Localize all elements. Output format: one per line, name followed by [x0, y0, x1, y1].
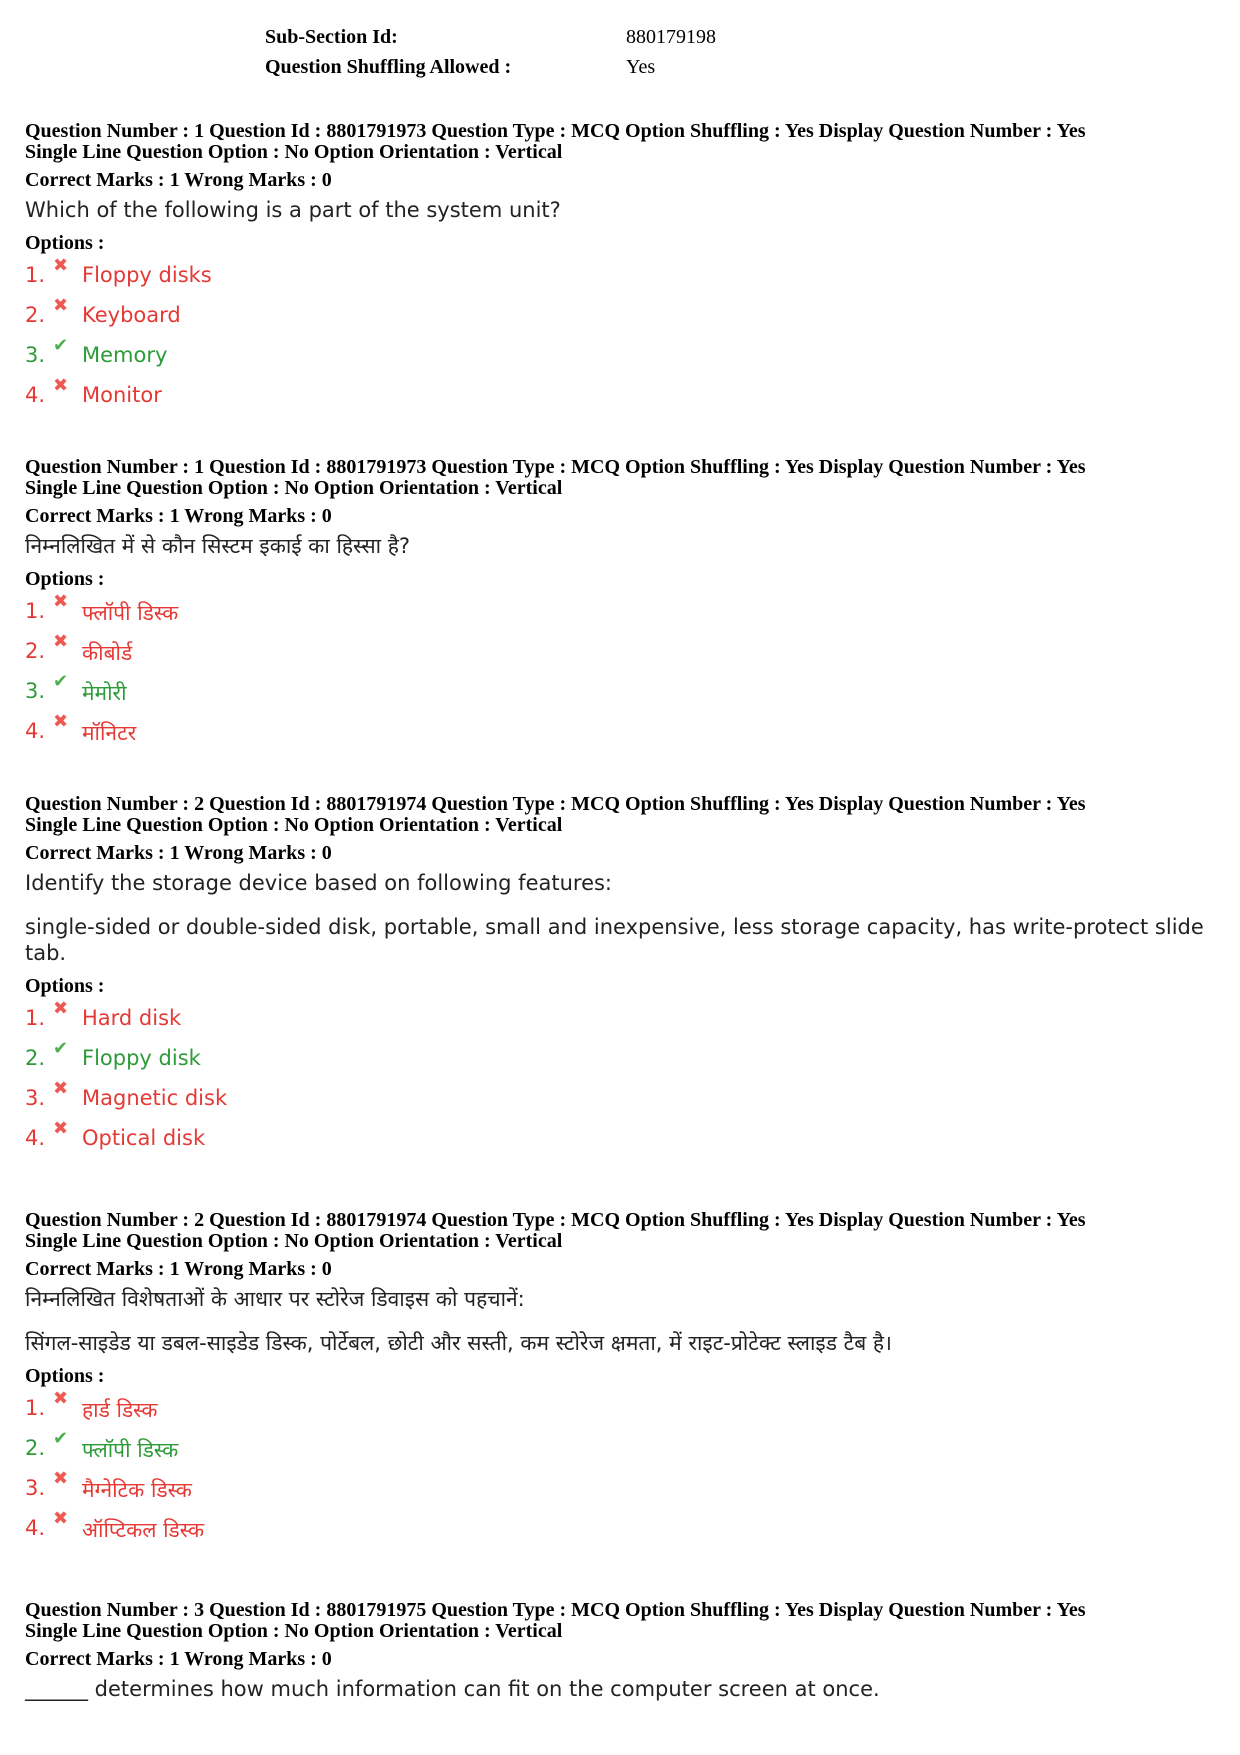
- cross-icon: ✖: [53, 1508, 69, 1529]
- option-text: Floppy disk: [82, 1046, 201, 1070]
- check-icon: ✔: [53, 335, 69, 356]
- option-number: 1.: [25, 599, 46, 623]
- question-marks: Correct Marks : 1 Wrong Marks : 0: [25, 842, 332, 864]
- shuffle-value: Yes: [626, 56, 656, 78]
- options-label: Options :: [25, 1365, 105, 1387]
- question-header: Question Number : 3 Question Id : 8801791975 Question Type : MCQ Option Shuffling : Yes Display Question Number : Yes: [25, 1599, 1086, 1621]
- option-text: फ्लॉपी डिस्क: [82, 1438, 179, 1462]
- cross-icon: ✖: [53, 255, 69, 276]
- question-header: Question Number : 1 Question Id : 8801791973 Question Type : MCQ Option Shuffling : Yes Display Question Number : Yes: [25, 120, 1086, 142]
- question-text-extra: सिंगल-साइडेड या डबल-साइडेड डिस्क, पोर्टेबल, छोटी और सस्ती, कम स्टोरेज क्षमता, में राइट-प्रोटेक्ट स्लाइड टैब है।: [25, 1331, 892, 1355]
- option-item: [25, 1508, 1225, 1548]
- option-number: 1.: [25, 1006, 46, 1030]
- option-item: [25, 671, 1225, 711]
- option-item: [25, 1468, 1225, 1508]
- question-text: निम्नलिखित विशेषताओं के आधार पर स्टोरेज डिवाइस को पहचानें:: [25, 1287, 525, 1311]
- question-settings: Single Line Question Option : No Option Orientation : Vertical: [25, 1230, 563, 1252]
- option-number: 2.: [25, 1046, 46, 1070]
- question-header: Question Number : 1 Question Id : 8801791973 Question Type : MCQ Option Shuffling : Yes Display Question Number : Yes: [25, 456, 1086, 478]
- cross-icon: ✖: [53, 631, 69, 652]
- option-text: Floppy disks: [82, 263, 212, 287]
- option-item: [25, 1078, 1225, 1118]
- option-item: [25, 1388, 1225, 1428]
- option-item: [25, 295, 1225, 335]
- option-text: Memory: [82, 343, 168, 367]
- option-item: [25, 631, 1225, 671]
- sub-section-value: 880179198: [626, 26, 716, 48]
- question-header: Question Number : 2 Question Id : 8801791974 Question Type : MCQ Option Shuffling : Yes Display Question Number : Yes: [25, 793, 1086, 815]
- option-item: [25, 1038, 1225, 1078]
- option-text: मैग्नेटिक डिस्क: [82, 1478, 192, 1502]
- question-header: Question Number : 2 Question Id : 8801791974 Question Type : MCQ Option Shuffling : Yes Display Question Number : Yes: [25, 1209, 1086, 1231]
- cross-icon: ✖: [53, 711, 69, 732]
- options-label: Options :: [25, 975, 105, 997]
- question-text-extra: single-sided or double-sided disk, portable, small and inexpensive, less storage capacity, has write-protect slide tab.: [25, 915, 1204, 965]
- question-marks: Correct Marks : 1 Wrong Marks : 0: [25, 169, 332, 191]
- option-item: [25, 591, 1225, 631]
- question-block: [25, 121, 1225, 415]
- option-number: 3.: [25, 1086, 46, 1110]
- option-text: Hard disk: [82, 1006, 182, 1030]
- option-number: 4.: [25, 719, 46, 743]
- question-text: Identify the storage device based on following features:: [25, 871, 613, 895]
- question-marks: Correct Marks : 1 Wrong Marks : 0: [25, 1258, 332, 1280]
- options-label: Options :: [25, 568, 105, 590]
- question-marks: Correct Marks : 1 Wrong Marks : 0: [25, 505, 332, 527]
- sub-section-label: Sub-Section Id:: [265, 26, 398, 48]
- question-block: [25, 794, 1225, 1158]
- option-number: 3.: [25, 343, 46, 367]
- question-block: [25, 1600, 1225, 1702]
- option-number: 3.: [25, 1476, 46, 1500]
- option-item: [25, 711, 1225, 751]
- cross-icon: ✖: [53, 295, 69, 316]
- option-number: 2.: [25, 303, 46, 327]
- option-item: [25, 375, 1225, 415]
- option-item: [25, 1428, 1225, 1468]
- option-number: 4.: [25, 383, 46, 407]
- question-text: ______ determines how much information can fit on the computer screen at once.: [25, 1677, 880, 1701]
- option-item: [25, 335, 1225, 375]
- question-settings: Single Line Question Option : No Option Orientation : Vertical: [25, 1620, 563, 1642]
- question-block: [25, 457, 1225, 751]
- shuffle-row: [0, 56, 1240, 80]
- cross-icon: ✖: [53, 1468, 69, 1489]
- option-item: [25, 998, 1225, 1038]
- option-number: 1.: [25, 1396, 46, 1420]
- cross-icon: ✖: [53, 1118, 69, 1139]
- check-icon: ✔: [53, 671, 69, 692]
- cross-icon: ✖: [53, 375, 69, 396]
- check-icon: ✔: [53, 1038, 69, 1059]
- question-marks: Correct Marks : 1 Wrong Marks : 0: [25, 1648, 332, 1670]
- cross-icon: ✖: [53, 1078, 69, 1099]
- option-text: कीबोर्ड: [82, 641, 133, 665]
- cross-icon: ✖: [53, 591, 69, 612]
- question-settings: Single Line Question Option : No Option Orientation : Vertical: [25, 477, 563, 499]
- option-number: 2.: [25, 1436, 46, 1460]
- option-text: Magnetic disk: [82, 1086, 228, 1110]
- question-text: निम्नलिखित में से कौन सिस्टम इकाई का हिस्सा है?: [25, 534, 411, 558]
- option-text: Keyboard: [82, 303, 181, 327]
- question-block: [25, 1210, 1225, 1548]
- question-text: Which of the following is a part of the system unit?: [25, 198, 561, 222]
- option-item: [25, 255, 1225, 295]
- option-text: Optical disk: [82, 1126, 206, 1150]
- option-number: 4.: [25, 1126, 46, 1150]
- option-text: ऑप्टिकल डिस्क: [82, 1518, 205, 1542]
- shuffle-label: Question Shuffling Allowed :: [265, 56, 512, 78]
- cross-icon: ✖: [53, 998, 69, 1019]
- question-settings: Single Line Question Option : No Option Orientation : Vertical: [25, 814, 563, 836]
- option-text: फ्लॉपी डिस्क: [82, 601, 179, 625]
- options-label: Options :: [25, 232, 105, 254]
- check-icon: ✔: [53, 1428, 69, 1449]
- option-text: मॉनिटर: [82, 721, 137, 745]
- option-number: 2.: [25, 639, 46, 663]
- option-number: 3.: [25, 679, 46, 703]
- cross-icon: ✖: [53, 1388, 69, 1409]
- option-text: Monitor: [82, 383, 162, 407]
- question-settings: Single Line Question Option : No Option Orientation : Vertical: [25, 141, 563, 163]
- option-number: 1.: [25, 263, 46, 287]
- option-text: मेमोरी: [82, 681, 127, 705]
- option-text: हार्ड डिस्क: [82, 1398, 158, 1422]
- option-number: 4.: [25, 1516, 46, 1540]
- option-item: [25, 1118, 1225, 1158]
- sub-section-row: [0, 26, 1240, 50]
